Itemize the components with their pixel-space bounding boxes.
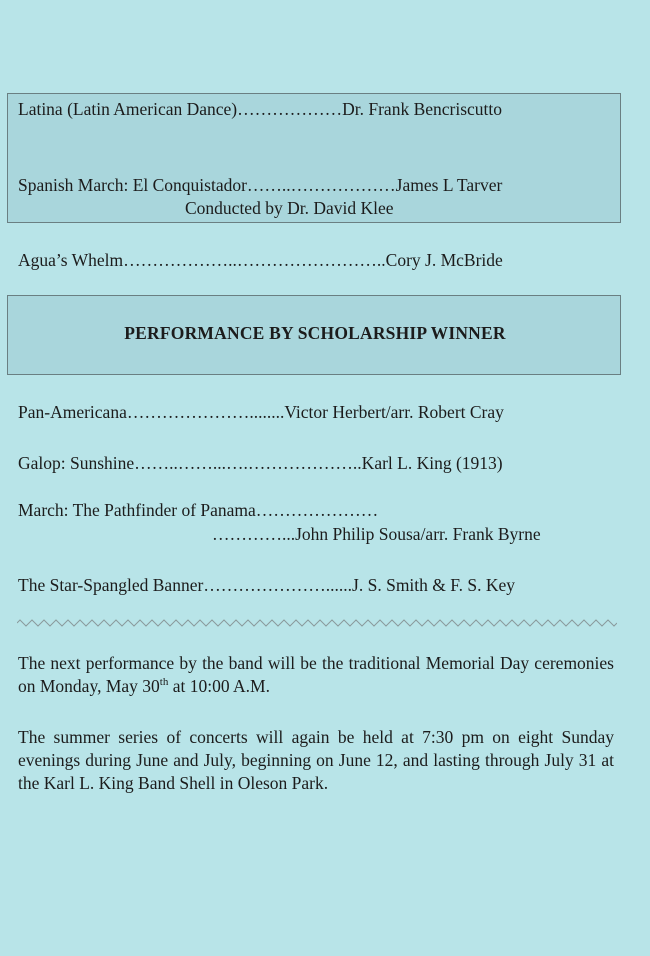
program-item-agua: Agua’s Whelm………………..……………………..Cory J. McBride xyxy=(18,250,503,270)
wavy-divider xyxy=(17,618,617,628)
next-performance-note: The next performance by the band will be the traditional Memorial Day ceremonies on Monday, May 30th at 10:00 A.M. xyxy=(18,653,614,696)
summer-series-note: The summer series of concerts will again be held at 7:30 pm on eight Sunday evenings during June and July, beginning on June 12, and lasting through July 31 at the Karl L. King Band Shell in Oleson Park. xyxy=(18,727,614,793)
conductor-credit: Conducted by Dr. David Klee xyxy=(185,198,394,218)
program-item-spanish-march: Spanish March: El Conquistador……..………………James L Tarver xyxy=(18,175,503,195)
program-item-pathfinder-composer: …………...John Philip Sousa/arr. Frank Byrne xyxy=(212,524,541,544)
program-item-galop: Galop: Sunshine……..……...….………………..Karl L. King (1913) xyxy=(18,453,503,473)
program-item-pan-americana: Pan-Americana…………………........Victor Herbert/arr. Robert Cray xyxy=(18,402,504,422)
program-item-latina: Latina (Latin American Dance)………………Dr. Frank Bencriscutto xyxy=(18,99,503,119)
program-item-pathfinder: March: The Pathfinder of Panama………………… xyxy=(18,500,379,520)
scholarship-heading: PERFORMANCE BY SCHOLARSHIP WINNER xyxy=(124,323,506,343)
program-item-anthem: The Star-Spangled Banner…………………......J. S. Smith & F. S. Key xyxy=(18,575,515,595)
scholarship-box xyxy=(7,295,621,375)
